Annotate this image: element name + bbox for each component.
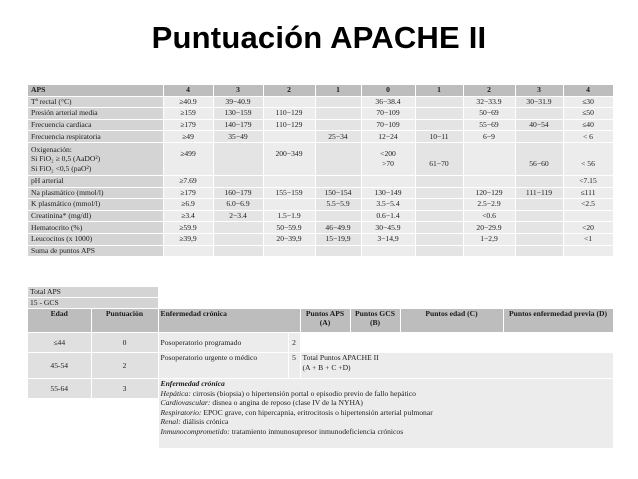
cell-line (466, 149, 513, 159)
row-label-line: Si FiO₂ <0,5 (paO²) (31, 163, 92, 173)
table-row (28, 142, 613, 175)
note-value: diálisis crónica (180, 417, 229, 426)
total-formula: (A + B + C +D) (302, 362, 351, 372)
table-cell: ≤111 (563, 187, 613, 199)
gcs-label: 15 - GCS (28, 298, 158, 309)
note-value: cirrosis (biopsia) o hipertensión portal o episodio previo de fallo hepático (190, 388, 416, 398)
cell-line: >70 (382, 158, 394, 168)
score-header: 1 (415, 85, 463, 96)
table-cell (415, 96, 463, 108)
table-cell: 25−34 (315, 131, 361, 143)
table-cell: 39−40.9 (213, 96, 263, 108)
table-cell (263, 142, 315, 175)
table-cell: 160−179 (213, 187, 263, 199)
row-label (28, 175, 163, 187)
row-label-line: pH arterial (31, 176, 64, 186)
note-line (161, 408, 611, 418)
table-cell: <1 (563, 233, 613, 245)
table-cell (415, 175, 463, 187)
table-cell: 30−31.9 (515, 96, 563, 108)
table-cell: 150−154 (315, 187, 361, 199)
table-cell (315, 210, 361, 222)
cell-line (266, 159, 313, 169)
age-row-0-points: 0 (91, 333, 158, 353)
table-cell: 110−129 (263, 119, 315, 131)
table-cell: 46−49.9 (315, 222, 361, 234)
table-cell: ≥3.4 (163, 210, 213, 222)
table-cell: 2.5−2.9 (463, 199, 515, 211)
table-cell (163, 142, 213, 175)
table-cell: 70−109 (361, 108, 415, 120)
table-cell (563, 142, 613, 175)
table-cell: 36−38.4 (361, 96, 415, 108)
cell-line (518, 149, 561, 159)
table-row (28, 175, 613, 187)
total-label: Total Puntos APACHE II (302, 353, 379, 362)
table-cell (415, 233, 463, 245)
row-label-line: K plasmático (mmol/l) (31, 199, 101, 209)
cell-line (566, 149, 611, 159)
table-cell (563, 245, 613, 257)
note-key: Inmunocomprometido: (160, 426, 230, 436)
postop-urgent-points: 5 (288, 353, 300, 379)
table-cell (415, 210, 463, 222)
apache-summary-table (28, 287, 614, 449)
age-row-1-age: 45-54 (28, 353, 91, 379)
note-line (161, 398, 611, 408)
postop-urgent: Posoperatorio urgente o médico (158, 353, 288, 379)
table-cell (263, 245, 315, 257)
table-cell: 40−54 (515, 119, 563, 131)
row-label-line: Leucocitos (x 1000) (31, 234, 93, 244)
cell-line: <200 (380, 148, 396, 158)
table-cell (213, 245, 263, 257)
table-cell (415, 108, 463, 120)
table-row (28, 199, 613, 211)
score-header: 2 (463, 85, 515, 96)
table-cell (315, 245, 361, 257)
note-line (161, 417, 611, 427)
note-line (161, 427, 611, 437)
table-cell: ≥7.69 (163, 175, 213, 187)
table-cell: <2.5 (563, 199, 613, 211)
table-cell: 20−39,9 (263, 233, 315, 245)
table-cell (515, 131, 563, 143)
age-row-2-points: 3 (91, 379, 158, 399)
table-cell: 10−11 (415, 131, 463, 143)
table-cell (361, 175, 415, 187)
aps-header: APS (28, 85, 163, 96)
note-key: Cardiovascular: (160, 398, 211, 407)
score-header: 3 (213, 85, 263, 96)
table-cell: 32−33.9 (463, 96, 515, 108)
table-cell: 120−129 (463, 187, 515, 199)
row-label-line: Suma de puntos APS (31, 245, 95, 255)
table-cell: ≥179 (163, 187, 213, 199)
table-cell: ≥40.9 (163, 96, 213, 108)
table-cell: 30−45.9 (361, 222, 415, 234)
table-cell (315, 142, 361, 175)
table-cell (415, 142, 463, 175)
chronic-header: Enfermedad crónica (158, 309, 300, 333)
table-cell (315, 175, 361, 187)
note-value: tratamiento inmunosupresor inmunodeficiencia crónicos (229, 426, 404, 436)
age-row-0-age: ≤44 (28, 333, 91, 353)
table-cell: 12−24 (361, 131, 415, 143)
table-cell: 111−119 (515, 187, 563, 199)
table-cell (515, 233, 563, 245)
notes-title: Enfermedad crónica (160, 379, 225, 388)
table-row (28, 233, 613, 245)
table-cell (213, 175, 263, 187)
score-header: 4 (163, 85, 213, 96)
table-cell: ≤40 (563, 119, 613, 131)
table-cell: 3−14,9 (361, 233, 415, 245)
cell-line: 56−60 (529, 158, 549, 168)
note-value: EPOC grave, con hipercapnia, eritrocitosis o hipertensión arterial pulmonar (201, 407, 433, 417)
table-cell (263, 199, 315, 211)
table-cell: 2−3.4 (213, 210, 263, 222)
score-header: 0 (361, 85, 415, 96)
table-cell: ≥179 (163, 119, 213, 131)
table-cell: 20−29.9 (463, 222, 515, 234)
table-cell (263, 175, 315, 187)
table-cell (415, 187, 463, 199)
score-header: 2 (263, 85, 315, 96)
table-row (28, 96, 613, 108)
row-label-line: Frecuencia respiratoria (31, 131, 101, 141)
row-label (28, 199, 163, 211)
table-cell (315, 119, 361, 131)
row-label-line: Na plasmático (mmol/l) (31, 187, 104, 197)
row-label (28, 119, 163, 131)
cell-line (466, 159, 513, 169)
row-label (28, 187, 163, 199)
row-label (28, 108, 163, 120)
table-cell: ≥59.9 (163, 222, 213, 234)
cell-line: ≥499 (180, 148, 196, 158)
table-cell: 5.5−5.9 (315, 199, 361, 211)
table-cell (415, 245, 463, 257)
note-key: Respiratorio: (160, 407, 202, 417)
table-row (28, 222, 613, 234)
cell-line: 61−70 (429, 158, 449, 168)
score-header: 4 (563, 85, 613, 96)
cell-line (318, 149, 359, 159)
table-cell (361, 142, 415, 175)
note-line (161, 389, 611, 399)
age-header: Edad (28, 309, 91, 333)
table-cell: <7.15 (563, 175, 613, 187)
table-cell: 155−159 (263, 187, 315, 199)
table-cell: 55−69 (463, 119, 515, 131)
table-cell: ≤30 (563, 96, 613, 108)
aps-points-header: Puntos APS (A) (300, 309, 350, 333)
row-label-line: Presión arterial media (31, 108, 98, 118)
table-row (28, 210, 613, 222)
total-aps-label: Total APS (28, 287, 158, 298)
row-label (28, 142, 163, 175)
table-cell (563, 210, 613, 222)
cell-line: < 56 (581, 158, 595, 168)
cell-line (418, 149, 461, 159)
table-cell: 140−179 (213, 119, 263, 131)
total-points (300, 353, 613, 379)
row-label-line: Hematocrito (%) (31, 222, 83, 232)
table-cell: 6−9 (463, 131, 515, 143)
note-value: disnea o angina de reposo (clase IV de la NYHA) (210, 398, 363, 407)
table-cell: ≥39,9 (163, 233, 213, 245)
page-title: Puntuación APACHE II (151, 20, 487, 55)
table-cell: 35−49 (213, 131, 263, 143)
cell-line: 200−349 (275, 148, 303, 158)
table-cell (263, 131, 315, 143)
table-cell (515, 142, 563, 175)
row-label-line: Tª rectal (°C) (31, 96, 72, 106)
table-cell (263, 96, 315, 108)
table-cell: <0.6 (463, 210, 515, 222)
cell-line (318, 159, 359, 169)
table-cell: 1.5−1.9 (263, 210, 315, 222)
postop-programmed: Posoperatorio programado (158, 333, 288, 353)
table-cell (415, 119, 463, 131)
chronic-notes (158, 379, 613, 449)
table-cell (361, 245, 415, 257)
table-cell: 1−2,9 (463, 233, 515, 245)
table-cell: 50−59.9 (263, 222, 315, 234)
table-row (28, 108, 613, 120)
table-cell: ≤50 (563, 108, 613, 120)
table-cell: 0.6−1.4 (361, 210, 415, 222)
table-cell: 15−19,9 (315, 233, 361, 245)
age-row-2-age: 55-64 (28, 379, 91, 399)
table-cell (415, 199, 463, 211)
table-cell: 3.5−5.4 (361, 199, 415, 211)
table-cell (315, 96, 361, 108)
table-cell: ≥49 (163, 131, 213, 143)
score-header: 1 (315, 85, 361, 96)
chronic-points-header: Puntos enfermedad previa (D) (503, 309, 613, 333)
table-cell: <20 (563, 222, 613, 234)
table-row (28, 119, 613, 131)
points-header: Puntuación (91, 309, 158, 333)
table-cell (315, 108, 361, 120)
table-cell (463, 175, 515, 187)
apache-aps-table (28, 85, 614, 257)
table-cell (515, 245, 563, 257)
table-cell (515, 210, 563, 222)
cell-line (216, 159, 261, 169)
table-cell (213, 142, 263, 175)
table-cell (163, 245, 213, 257)
row-label (28, 233, 163, 245)
table-cell: 130−149 (361, 187, 415, 199)
table-cell: 110−129 (263, 108, 315, 120)
table-cell: 6.0−6.9 (213, 199, 263, 211)
table-row (28, 187, 613, 199)
table-cell (463, 142, 515, 175)
gcs-points-header: Puntos GCS (B) (350, 309, 400, 333)
note-key: Renal: (160, 417, 181, 426)
cell-line (216, 149, 261, 159)
table-cell: 130−159 (213, 108, 263, 120)
row-label-line: Frecuencia cardiaca (31, 120, 92, 130)
table-cell: < 6 (563, 131, 613, 143)
postop-programmed-points: 2 (288, 333, 300, 353)
row-label-line: Si FiO₂ ≥ 0,5 (AaDO²) (31, 154, 101, 164)
row-label (28, 222, 163, 234)
row-label (28, 210, 163, 222)
table-cell (515, 108, 563, 120)
age-row-1-points: 2 (91, 353, 158, 379)
table-cell (515, 222, 563, 234)
table-cell: ≥6.9 (163, 199, 213, 211)
age-points-header: Puntos edad (C) (400, 309, 503, 333)
table-cell: 70−109 (361, 119, 415, 131)
table-cell (515, 199, 563, 211)
table-cell (463, 245, 515, 257)
table-cell (213, 233, 263, 245)
table-cell (515, 175, 563, 187)
note-key: Hepática: (160, 388, 191, 398)
table-cell (415, 222, 463, 234)
row-label-line: Oxigenación: (31, 144, 72, 154)
table-cell (213, 222, 263, 234)
cell-line (166, 159, 211, 169)
score-header: 3 (515, 85, 563, 96)
table-row (28, 245, 613, 257)
table-cell: 50−69 (463, 108, 515, 120)
row-label (28, 245, 163, 257)
table-row (28, 131, 613, 143)
row-label (28, 96, 163, 108)
row-label-line: Creatinina* (mg/dl) (31, 211, 92, 221)
row-label (28, 131, 163, 143)
table-cell: ≥159 (163, 108, 213, 120)
